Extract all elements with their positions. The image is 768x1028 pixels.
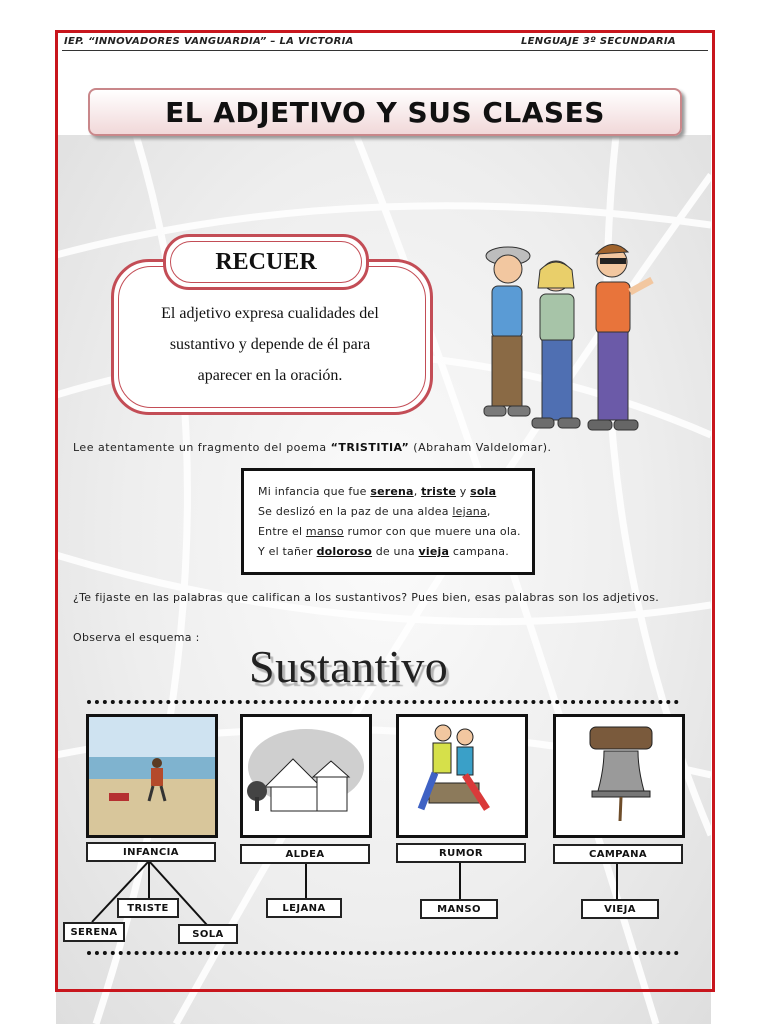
adjective-label-sola: SOLA — [178, 924, 238, 944]
noun-label-aldea: ALDEA — [240, 844, 370, 864]
noun-label-campana: CAMPANA — [553, 844, 683, 864]
recuer-label: RECUER — [215, 248, 317, 275]
adjective-label-triste: TRISTE — [117, 898, 179, 918]
poem-author: (Abraham Valdelomar). — [409, 441, 552, 454]
adjective-label-lejana: LEJANA — [266, 898, 342, 918]
poem-line: Entre el manso rumor con que muere una ola. — [258, 525, 521, 538]
recuer-text — [125, 298, 415, 391]
recuer-line: sustantivo y depende de él para — [169, 336, 371, 353]
poem-line: Mi infancia que fue serena, triste y sola — [258, 485, 497, 498]
scheme-heading: Sustantivo — [249, 641, 449, 692]
poem-title: “TRISTITIA” — [330, 441, 410, 454]
header-course: LENGUAJE 3º SECUNDARIA — [521, 36, 676, 47]
adjective-label-serena: SERENA — [63, 922, 125, 942]
noun-label-infancia: INFANCIA — [86, 842, 216, 862]
recuer-tab — [163, 234, 369, 290]
recuer-line: El adjetivo expresa cualidades del — [161, 305, 379, 322]
adjective-label-manso: MANSO — [420, 899, 498, 919]
noun-label-rumor: RUMOR — [396, 843, 526, 863]
recuer-line: aparecer en la oración. — [197, 367, 343, 384]
header-school: IEP. “INNOVADORES VANGUARDIA” – LA VICTORIA — [64, 36, 354, 47]
observe-text: Observa el esquema : — [73, 631, 200, 644]
question-text: ¿Te fijaste en las palabras que califican a los sustantivos? Pues bien, esas palabras son los adjetivos. — [73, 591, 660, 604]
adjective-label-vieja: VIEJA — [581, 899, 659, 919]
dotted-divider-bottom — [87, 951, 679, 955]
intro-prefix: Lee atentamente un fragmento del poema — [73, 441, 331, 454]
poem-line: Se deslizó en la paz de una aldea lejana, — [258, 505, 491, 518]
page-title: EL ADJETIVO Y SUS CLASES — [165, 95, 605, 129]
poem-line: Y el tañer doloroso de una vieja campana. — [258, 545, 509, 558]
